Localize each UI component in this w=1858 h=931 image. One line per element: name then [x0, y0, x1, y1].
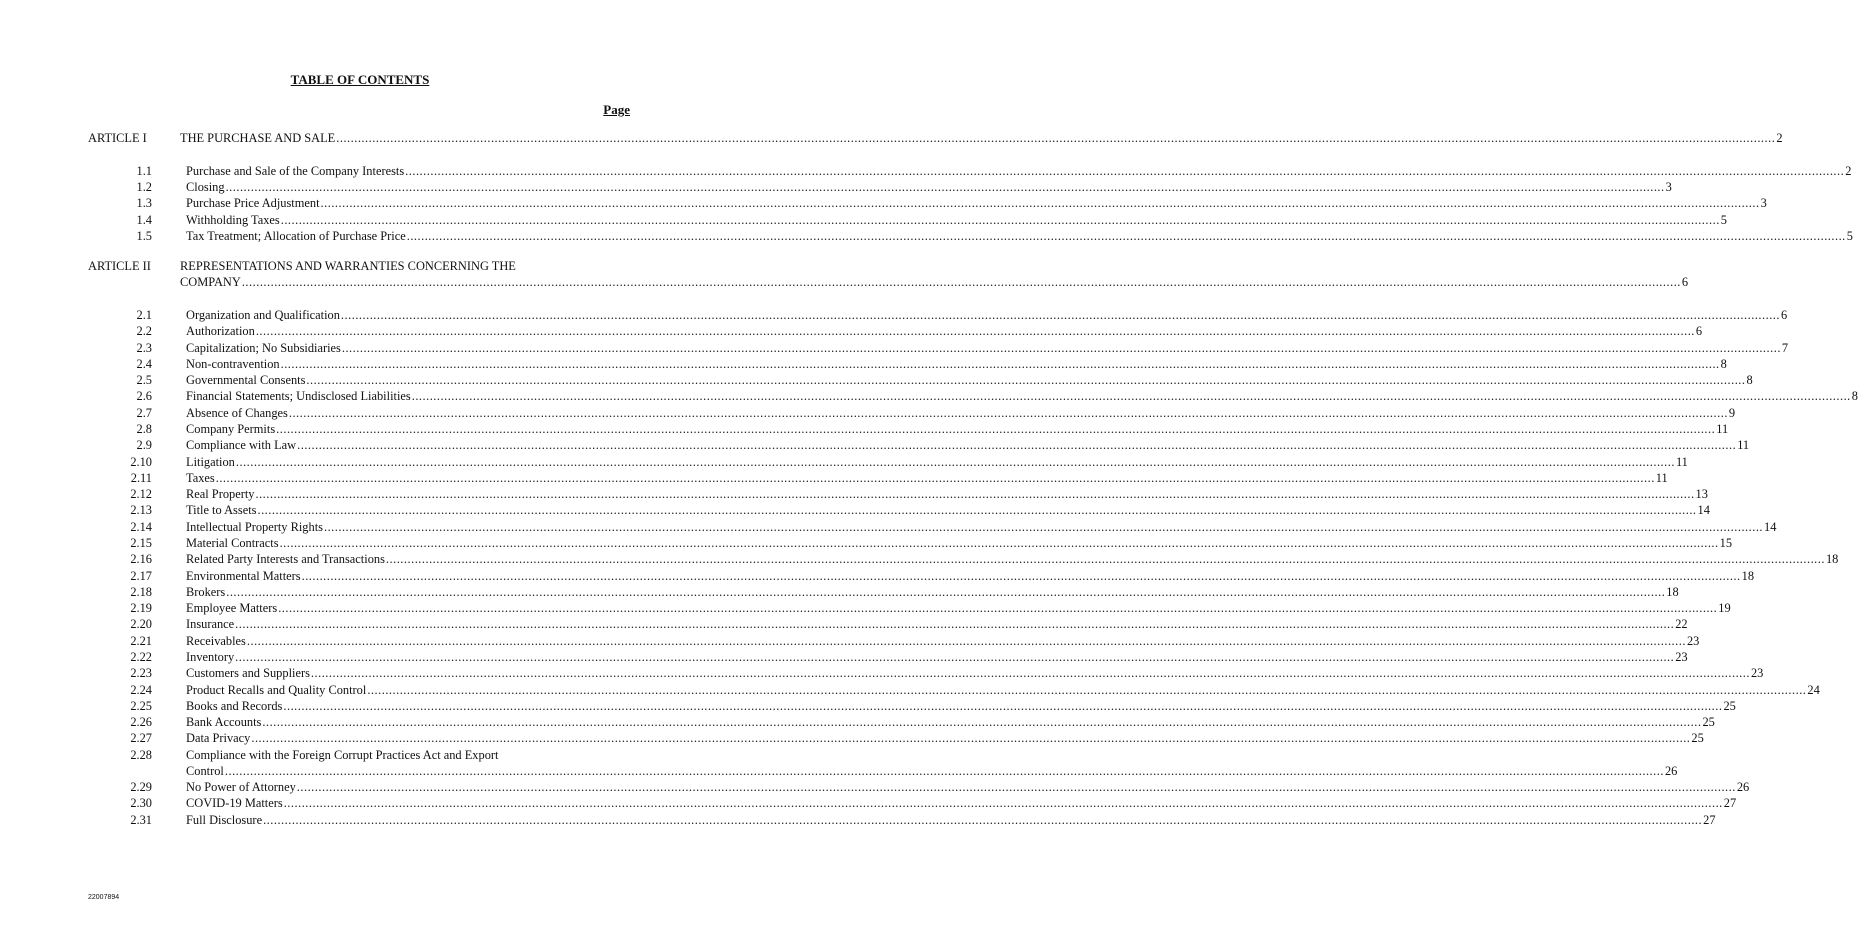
section-entry[interactable] [186, 649, 1688, 665]
section-number: 2.29 [130, 780, 152, 795]
section-row [0, 486, 1708, 502]
section-entry[interactable] [186, 307, 1788, 323]
section-title: Governmental Consents [186, 373, 306, 388]
dot-leader: ................................................................................................................................................................................................................................................................................................................................................................................................................ [257, 503, 1697, 518]
dot-leader: ................................................................................................................................................................................................................................................................................................................................................................................................................ [279, 535, 1719, 550]
section-entry[interactable] [186, 616, 1688, 632]
section-row [0, 502, 1710, 518]
section-title: Product Recalls and Quality Control [186, 682, 367, 697]
section-row [0, 584, 1679, 600]
section-entry[interactable] [186, 502, 1710, 518]
section-number: 2.6 [136, 389, 152, 404]
article-label: ARTICLE II [88, 259, 151, 273]
section-number: 2.25 [130, 698, 152, 713]
section-entry[interactable] [186, 405, 1736, 421]
section-number: 2.31 [130, 812, 152, 827]
section-entry[interactable] [186, 600, 1731, 616]
section-row [0, 795, 1737, 811]
section-entry[interactable] [186, 714, 1715, 730]
section-number: 2.1 [136, 308, 152, 323]
section-title: Withholding Taxes [186, 212, 280, 227]
section-row [0, 649, 1688, 665]
section-entry[interactable] [186, 179, 1672, 195]
section-number: 2.20 [130, 617, 152, 632]
section-row [0, 454, 1688, 470]
section-title: Tax Treatment; Allocation of Purchase Price [186, 228, 406, 243]
section-number: 2.16 [130, 552, 152, 567]
section-page-number: 13 [1695, 487, 1708, 502]
section-row [0, 535, 1733, 551]
section-row [0, 163, 1852, 179]
dot-leader: ................................................................................................................................................................................................................................................................................................................................................................................................................ [310, 666, 1750, 681]
section-row [0, 698, 1736, 714]
section-title: Real Property [186, 487, 255, 502]
section-number: 2.24 [130, 682, 152, 697]
section-title: Insurance [186, 617, 235, 632]
section-page-number: 26 [1736, 780, 1750, 795]
section-row [0, 730, 1704, 746]
section-number: 2.23 [130, 666, 152, 681]
dot-leader: ................................................................................................................................................................................................................................................................................................................................................................................................................ [251, 731, 1691, 746]
document-id: 22007894 [88, 894, 120, 901]
section-row [0, 812, 1716, 828]
section-entry[interactable] [186, 665, 1764, 681]
section-page-number: 26 [1664, 763, 1678, 778]
section-number: 2.19 [130, 601, 152, 616]
section-number: 2.8 [136, 422, 152, 437]
dot-leader: ................................................................................................................................................................................................................................................................................................................................................................................................................ [278, 601, 1718, 616]
section-row [0, 714, 1715, 730]
dot-leader: ................................................................................................................................................................................................................................................................................................................................................................................................................ [296, 780, 1736, 795]
section-page-number: 18 [1741, 568, 1755, 583]
section-title: Company Permits [186, 422, 276, 437]
section-page-number: 8 [1746, 373, 1753, 388]
section-entry[interactable] [186, 812, 1716, 828]
section-row [0, 421, 1729, 437]
section-number: 2.3 [136, 340, 152, 355]
article-heading-row [0, 258, 720, 274]
section-title: Material Contracts [186, 535, 279, 550]
dot-leader: ................................................................................................................................................................................................................................................................................................................................................................................................................ [255, 324, 1695, 339]
section-title: Related Party Interests and Transactions [186, 552, 385, 567]
dot-leader: ................................................................................................................................................................................................................................................................................................................................................................................................................ [283, 796, 1723, 811]
section-row [0, 747, 720, 763]
section-title: Environmental Matters [186, 568, 301, 583]
section-entry[interactable] [186, 388, 1858, 404]
section-page-number: 11 [1675, 454, 1688, 469]
section-page-number: 7 [1781, 340, 1789, 355]
dot-leader: ................................................................................................................................................................................................................................................................................................................................................................................................................ [297, 438, 1737, 453]
section-entry[interactable] [186, 535, 1733, 551]
article-label: ARTICLE I [88, 131, 147, 145]
section-number: 2.15 [130, 535, 152, 550]
section-number: 2.21 [130, 633, 152, 648]
dot-leader: ................................................................................................................................................................................................................................................................................................................................................................................................................ [263, 812, 1703, 827]
article-entry[interactable] [180, 130, 1783, 146]
article-title: COMPANY [180, 275, 241, 290]
dot-leader: ................................................................................................................................................................................................................................................................................................................................................................................................................ [341, 340, 1781, 355]
section-number: 2.5 [136, 373, 152, 388]
section-title: Litigation [186, 454, 235, 469]
section-page-number: 11 [1655, 470, 1668, 485]
section-number: 1.1 [136, 163, 152, 178]
section-row [0, 551, 1839, 567]
section-entry[interactable] [186, 698, 1736, 714]
section-title: Capitalization; No Subsidiaries [186, 340, 341, 355]
section-page-number: 27 [1703, 812, 1716, 827]
section-page-number: 15 [1719, 535, 1733, 550]
section-entry[interactable] [186, 568, 1755, 584]
section-page-number: 6 [1695, 324, 1703, 339]
section-row [0, 437, 1750, 453]
section-number: 2.28 [130, 747, 152, 762]
section-entry[interactable] [186, 763, 1678, 779]
section-page-number: 18 [1666, 584, 1679, 599]
section-title: Non-contravention [186, 356, 280, 371]
section-page-number: 6 [1780, 308, 1788, 323]
section-title: Absence of Changes [186, 405, 288, 420]
section-title: Employee Matters [186, 601, 278, 616]
section-entry[interactable] [186, 633, 1700, 649]
section-row [0, 633, 1700, 649]
section-entry[interactable] [186, 340, 1789, 356]
section-number: 2.11 [130, 470, 152, 485]
section-page-number: 23 [1750, 666, 1764, 681]
section-title: Purchase Price Adjustment [186, 196, 320, 211]
dot-leader: ................................................................................................................................................................................................................................................................................................................................................................................................................ [323, 519, 1764, 534]
section-entry[interactable] [186, 519, 1777, 535]
section-page-number: 24 [1807, 682, 1820, 697]
section-entry[interactable] [186, 195, 1767, 211]
article-title-line: REPRESENTATIONS AND WARRANTIES CONCERNING THE [180, 259, 516, 273]
section-row [0, 228, 1853, 244]
section-number: 1.4 [136, 212, 152, 227]
section-row [0, 405, 1736, 421]
section-page-number: 27 [1723, 796, 1737, 811]
section-page-number: 11 [1737, 438, 1750, 453]
section-title: Taxes [186, 470, 215, 485]
dot-leader: ................................................................................................................................................................................................................................................................................................................................................................................................................ [235, 617, 1675, 632]
section-page-number: 25 [1691, 731, 1704, 746]
dot-leader: ................................................................................................................................................................................................................................................................................................................................................................................................................ [262, 715, 1702, 730]
section-title: Bank Accounts [186, 715, 262, 730]
section-page-number: 25 [1702, 715, 1715, 730]
page-column-heading: Page [603, 102, 630, 117]
article-title: THE PURCHASE AND SALE [180, 131, 336, 145]
dot-leader: ................................................................................................................................................................................................................................................................................................................................................................................................................ [225, 180, 1665, 195]
article-page-number: 6 [1681, 275, 1689, 290]
section-title: Purchase and Sale of the Company Interests [186, 163, 405, 178]
section-page-number: 18 [1825, 552, 1839, 567]
section-page-number: 19 [1718, 601, 1731, 616]
section-page-number: 14 [1697, 503, 1710, 518]
section-page-number: 3 [1760, 196, 1767, 211]
section-number: 2.17 [130, 568, 152, 583]
section-row [0, 356, 1727, 372]
section-number: 2.26 [130, 715, 152, 730]
section-row [0, 179, 1672, 195]
section-row [0, 195, 1767, 211]
section-title: COVID-19 Matters [186, 796, 283, 811]
dot-leader: ................................................................................................................................................................................................................................................................................................................................................................................................................ [367, 682, 1807, 697]
section-title: Compliance with Law [186, 438, 297, 453]
section-row [0, 682, 1820, 698]
section-row [0, 340, 1789, 356]
section-entry[interactable] [186, 421, 1729, 437]
dot-leader: ................................................................................................................................................................................................................................................................................................................................................................................................................ [280, 356, 1720, 371]
section-entry[interactable] [186, 470, 1668, 486]
section-number: 2.12 [130, 487, 152, 502]
section-row [0, 665, 1764, 681]
section-number: 1.2 [136, 180, 152, 195]
section-number: 2.9 [136, 438, 152, 453]
section-entry[interactable] [186, 682, 1820, 698]
section-entry[interactable] [186, 584, 1679, 600]
dot-leader: ................................................................................................................................................................................................................................................................................................................................................................................................................ [405, 163, 1845, 178]
section-row [0, 372, 1753, 388]
section-row [0, 388, 1858, 404]
section-entry[interactable] [186, 779, 1750, 795]
section-row [0, 568, 1755, 584]
section-page-number: 8 [1851, 389, 1858, 404]
section-title: Data Privacy [186, 731, 251, 746]
section-title: Full Disclosure [186, 812, 263, 827]
section-page-number: 9 [1728, 405, 1736, 420]
section-page-number: 23 [1686, 633, 1700, 648]
dot-leader: ................................................................................................................................................................................................................................................................................................................................................................................................................ [288, 405, 1728, 420]
section-page-number: 14 [1764, 519, 1777, 534]
section-entry[interactable] [186, 356, 1727, 372]
section-title-line: Compliance with the Foreign Corrupt Practices Act and Export [186, 747, 499, 762]
dot-leader: ................................................................................................................................................................................................................................................................................................................................................................................................................ [246, 633, 1686, 648]
section-number: 2.4 [136, 356, 152, 371]
section-entry[interactable] [186, 212, 1727, 228]
section-title: Customers and Suppliers [186, 666, 310, 681]
section-number: 2.10 [130, 454, 152, 469]
dot-leader: ................................................................................................................................................................................................................................................................................................................................................................................................................ [280, 212, 1720, 227]
dot-leader: ................................................................................................................................................................................................................................................................................................................................................................................................................ [406, 228, 1846, 243]
section-number: 1.5 [136, 228, 152, 243]
section-number: 2.14 [130, 519, 152, 534]
section-page-number: 23 [1675, 649, 1688, 664]
section-number: 2.2 [136, 324, 152, 339]
section-row [0, 600, 1731, 616]
section-number: 2.18 [130, 584, 152, 599]
section-title: Title to Assets [186, 503, 257, 518]
section-title: Authorization [186, 324, 255, 339]
section-page-number: 22 [1675, 617, 1688, 632]
dot-leader: ................................................................................................................................................................................................................................................................................................................................................................................................................ [276, 422, 1716, 437]
dot-leader: ................................................................................................................................................................................................................................................................................................................................................................................................................ [226, 584, 1666, 599]
section-page-number: 11 [1716, 422, 1729, 437]
dot-leader: ................................................................................................................................................................................................................................................................................................................................................................................................................ [215, 470, 1655, 485]
section-entry[interactable] [186, 228, 1853, 244]
section-page-number: 25 [1723, 698, 1736, 713]
dot-leader: ................................................................................................................................................................................................................................................................................................................................................................................................................ [320, 196, 1760, 211]
section-title: Control [186, 763, 224, 778]
section-page-number: 8 [1720, 356, 1727, 371]
section-entry[interactable] [186, 730, 1704, 746]
article-entry[interactable] [180, 274, 1689, 290]
toc-title: TABLE OF CONTENTS [290, 72, 430, 87]
section-title: Intellectual Property Rights [186, 519, 323, 534]
section-entry[interactable] [186, 323, 1703, 339]
article-page-number: 2 [1776, 131, 1783, 145]
dot-leader: ................................................................................................................................................................................................................................................................................................................................................................................................................ [385, 552, 1825, 567]
section-entry[interactable] [186, 372, 1753, 388]
dot-leader: ................................................................................................................................................................................................................................................................................................................................................................................................................ [336, 131, 1776, 145]
dot-leader: ................................................................................................................................................................................................................................................................................................................................................................................................................ [224, 763, 1664, 778]
section-number: 1.3 [136, 196, 152, 211]
section-title: Closing [186, 180, 225, 195]
dot-leader: ................................................................................................................................................................................................................................................................................................................................................................................................................ [255, 487, 1695, 502]
dot-leader: ................................................................................................................................................................................................................................................................................................................................................................................................................ [241, 275, 1681, 290]
section-number: 2.7 [136, 405, 152, 420]
section-title: Organization and Qualification [186, 308, 340, 323]
section-entry[interactable] [186, 486, 1708, 502]
section-page-number: 3 [1665, 180, 1672, 195]
article-heading-row [0, 130, 1783, 146]
dot-leader: ................................................................................................................................................................................................................................................................................................................................................................................................................ [340, 308, 1780, 323]
section-row [0, 470, 1668, 486]
section-row [0, 779, 1750, 795]
section-entry[interactable] [186, 454, 1688, 470]
section-row [0, 519, 1777, 535]
section-number: 2.22 [130, 649, 152, 664]
section-page-number: 5 [1846, 228, 1853, 243]
dot-leader: ................................................................................................................................................................................................................................................................................................................................................................................................................ [235, 649, 1675, 664]
section-entry[interactable] [186, 437, 1750, 453]
section-number: 2.13 [130, 503, 152, 518]
section-number: 2.27 [130, 731, 152, 746]
section-row [0, 212, 1727, 228]
section-row [0, 616, 1688, 632]
dot-leader: ................................................................................................................................................................................................................................................................................................................................................................................................................ [235, 454, 1675, 469]
section-title: No Power of Attorney [186, 780, 296, 795]
section-entry[interactable] [186, 795, 1737, 811]
dot-leader: ................................................................................................................................................................................................................................................................................................................................................................................................................ [306, 373, 1746, 388]
section-entry[interactable] [186, 163, 1852, 179]
section-title: Financial Statements; Undisclosed Liabilities [186, 389, 411, 404]
section-row [0, 307, 1788, 323]
dot-leader: ................................................................................................................................................................................................................................................................................................................................................................................................................ [411, 389, 1851, 404]
section-number: 2.30 [130, 796, 152, 811]
dot-leader: ................................................................................................................................................................................................................................................................................................................................................................................................................ [283, 698, 1723, 713]
section-title: Inventory [186, 649, 235, 664]
section-page-number: 5 [1720, 212, 1727, 227]
section-page-number: 2 [1845, 163, 1852, 178]
section-title: Books and Records [186, 698, 283, 713]
section-title: Brokers [186, 584, 226, 599]
section-row [0, 323, 1703, 339]
section-title: Receivables [186, 633, 246, 648]
section-entry[interactable] [186, 551, 1839, 567]
dot-leader: ................................................................................................................................................................................................................................................................................................................................................................................................................ [301, 568, 1741, 583]
